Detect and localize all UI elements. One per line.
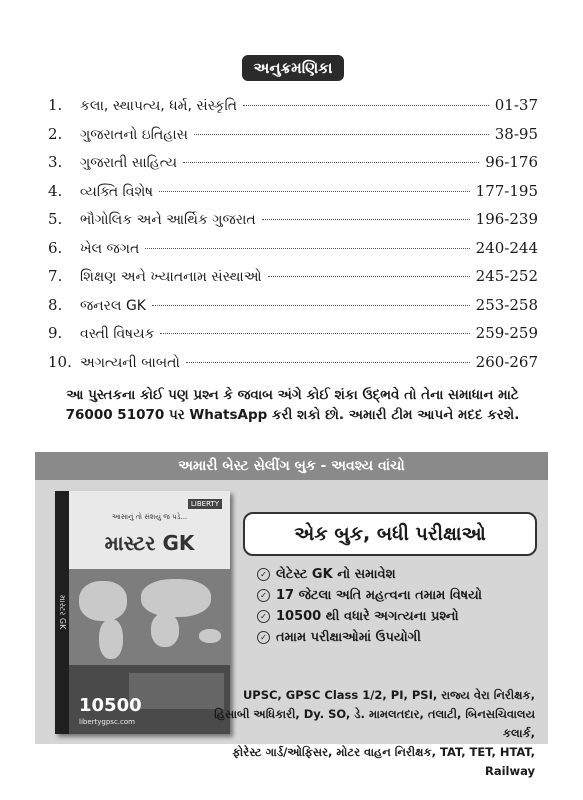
toc-leader-dots [194, 134, 489, 135]
book-cover-top [69, 491, 230, 569]
check-circle-icon: ✓ [257, 589, 270, 602]
toc-row [48, 267, 538, 296]
toc-label: શિક્ષણ અને ખ્યાતનામ સંસ્થાઓ [80, 269, 262, 285]
exam-line-1: UPSC, GPSC Class 1/2, PI, PSI, રાજ્ય વેરા નિરીક્ષક, [242, 688, 535, 702]
book-tagline: આસાનું તો સંશયું જ પડે... [111, 513, 188, 521]
toc-number: 7. [48, 267, 63, 285]
toc-label: ગુજરાતી સાહિત્ય [80, 155, 178, 171]
toc-pages: 245-252 [475, 267, 538, 285]
toc-row [48, 182, 538, 211]
toc-title: અનુક્રમણિકા [242, 55, 344, 81]
feature-text: લેટેસ્ટ GK નો સમાવેશ [276, 567, 396, 582]
toc-leader-dots [186, 362, 470, 363]
toc-row [48, 296, 538, 325]
toc-number: 5. [48, 210, 63, 228]
feature-text: 10500 થી વધારે અગત્યના પ્રશ્નો [276, 609, 459, 624]
toc-label: ગુજરાતનો ઇતિહાસ [80, 126, 188, 143]
book-title: માસ્ટર GK [104, 531, 195, 555]
toc-leader-dots [243, 105, 489, 106]
toc-number: 9. [48, 324, 63, 342]
toc-number: 2. [48, 124, 63, 143]
toc-label: અગત્યની બાબતો [80, 354, 180, 371]
toc-number: 10. [48, 352, 72, 371]
toc-number: 6. [48, 238, 63, 257]
exam-list [195, 686, 535, 781]
toc-leader-dots [262, 219, 470, 220]
toc-number: 4. [48, 181, 63, 200]
book-website: libertygpsc.com [79, 718, 135, 726]
exam-line-3: ફોરેસ્ટ ગાર્ડ/ઓફિસર, મોટર વાહન નિરીક્ષક, TAT, TET, HTAT, Railway [232, 745, 535, 778]
toc-label: વ્યક્તિ વિશેષ [80, 183, 154, 200]
toc-leader-dots [159, 191, 470, 192]
toc-pages: 196-239 [475, 210, 538, 228]
toc-number: 1. [48, 96, 63, 114]
map-continent [79, 581, 127, 621]
map-continent [199, 629, 221, 643]
toc-pages: 177-195 [475, 181, 538, 200]
ad-tagline: એક બુક, બધી પરીક્ષાઓ [243, 512, 537, 556]
toc-row [48, 125, 538, 154]
notice-line-1: આ પુસ્તકના કોઈ પણ પ્રશ્ન કે જવાબ અંગે કોઈ શંકા ઉદ્‌ભવે તો તેના સમાધાન માટે [66, 387, 519, 403]
feature-item [257, 585, 482, 606]
toc-leader-dots [152, 305, 470, 306]
publisher-badge: LIBERTY [188, 499, 222, 509]
toc-pages: 01-37 [494, 96, 538, 114]
feature-item [257, 606, 482, 627]
toc-label: કલા, સ્થાપત્ય, ધર્મ, સંસ્કૃતિ [80, 98, 237, 114]
book-spine: માસ્ટર GK [55, 491, 69, 734]
toc-leader-dots [183, 162, 479, 163]
toc-pages: 96-176 [485, 153, 538, 171]
toc-label: ખેલ જગત [80, 240, 140, 257]
feature-text: 17 જેટલા અતિ મહત્વના તમામ વિષયો [276, 588, 483, 603]
toc-leader-dots [160, 333, 469, 334]
world-map-image [69, 569, 230, 665]
exam-line-2: હિસાબી અધિકારી, Dy. SO, ડે. મામલતદાર, તલાટી, બિનસચિવાલય કલાર્ક, [214, 707, 535, 740]
notice-line-2: 76000 51070 પર WhatsApp કરી શકો છો. અમારી ટીમ આપને મદદ કરશે. [65, 407, 520, 423]
toc-number: 8. [48, 295, 63, 314]
toc-row [48, 353, 538, 382]
toc-pages: 260-267 [475, 352, 538, 371]
feature-text: તમામ પરીક્ષાઓમાં ઉપયોગી [276, 630, 421, 645]
book-advertisement [35, 452, 548, 778]
toc-leader-dots [268, 276, 470, 277]
feature-item [257, 627, 482, 648]
table-of-contents [48, 96, 538, 381]
toc-label: જનરલ GK [80, 297, 146, 314]
toc-row [48, 210, 538, 239]
toc-label: વસ્તી વિષયક [80, 326, 155, 342]
toc-pages: 38-95 [494, 124, 538, 143]
toc-pages: 259-259 [475, 324, 538, 342]
feature-list [257, 564, 482, 648]
map-continent [99, 619, 123, 659]
map-continent [151, 613, 179, 647]
toc-pages: 240-244 [475, 238, 538, 257]
toc-leader-dots [145, 248, 469, 249]
ad-banner: અમારી બેસ્ટ સેલીંગ બુક - અવશ્ય વાંચો [35, 452, 548, 480]
toc-row [48, 96, 538, 125]
toc-number: 3. [48, 153, 63, 171]
toc-row [48, 239, 538, 268]
feature-item [257, 564, 482, 585]
toc-label: ભૌગોલિક અને આર્થિક ગુજરાત [80, 212, 256, 228]
check-circle-icon: ✓ [257, 610, 270, 623]
toc-row [48, 153, 538, 182]
check-circle-icon: ✓ [257, 568, 270, 581]
toc-pages: 253-258 [475, 295, 538, 314]
check-circle-icon: ✓ [257, 631, 270, 644]
book-question-count: 10500 [79, 695, 142, 716]
whatsapp-notice [30, 385, 555, 425]
map-continent [141, 579, 211, 617]
toc-row [48, 324, 538, 353]
